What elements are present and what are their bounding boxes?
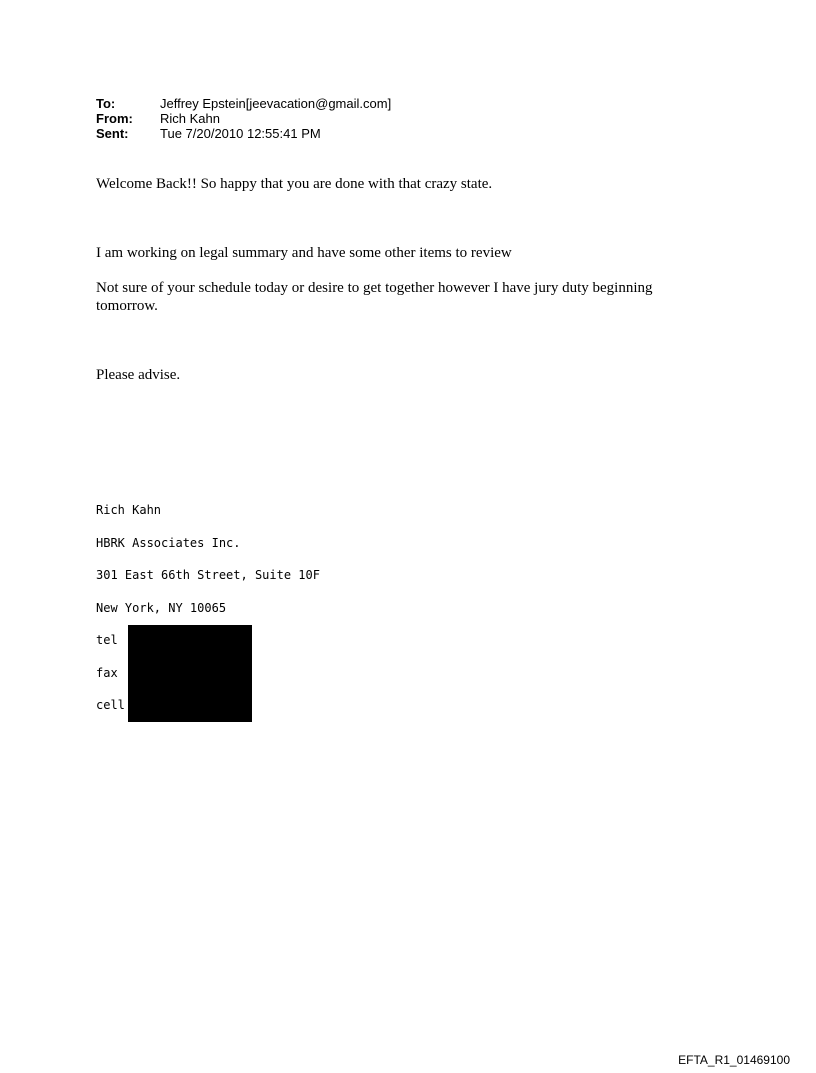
to-row xyxy=(96,96,391,111)
sent-row xyxy=(96,126,391,141)
signature-cell-label: cell xyxy=(96,698,125,712)
document-id: EFTA_R1_01469100 xyxy=(678,1053,790,1067)
signature-fax-label: fax xyxy=(96,666,118,680)
redaction-block xyxy=(128,625,252,722)
from-label: From: xyxy=(96,111,133,126)
body-paragraph-welcome: Welcome Back!! So happy that you are done with that crazy state. xyxy=(96,176,493,192)
from-value: Rich Kahn xyxy=(160,111,220,126)
from-row xyxy=(96,111,391,126)
email-header xyxy=(96,96,391,141)
body-paragraph-advise: Please advise. xyxy=(96,367,181,383)
signature-address-line2: New York, NY 10065 xyxy=(96,601,227,615)
signature-company: HBRK Associates Inc. xyxy=(96,536,241,550)
signature-tel-label: tel xyxy=(96,633,118,647)
body-paragraph-legal-summary: I am working on legal summary and have some other items to review xyxy=(96,245,512,261)
to-label: To: xyxy=(96,96,116,111)
signature-address-line1: 301 East 66th Street, Suite 10F xyxy=(96,568,320,582)
to-value: Jeffrey Epstein[jeevacation@gmail.com] xyxy=(160,96,392,111)
sent-value: Tue 7/20/2010 12:55:41 PM xyxy=(160,126,321,141)
body-paragraph-schedule: Not sure of your schedule today or desire to get together however I have jury duty beginning tomorrow. xyxy=(96,280,653,314)
signature-name: Rich Kahn xyxy=(96,503,162,517)
sent-label: Sent: xyxy=(96,126,129,141)
